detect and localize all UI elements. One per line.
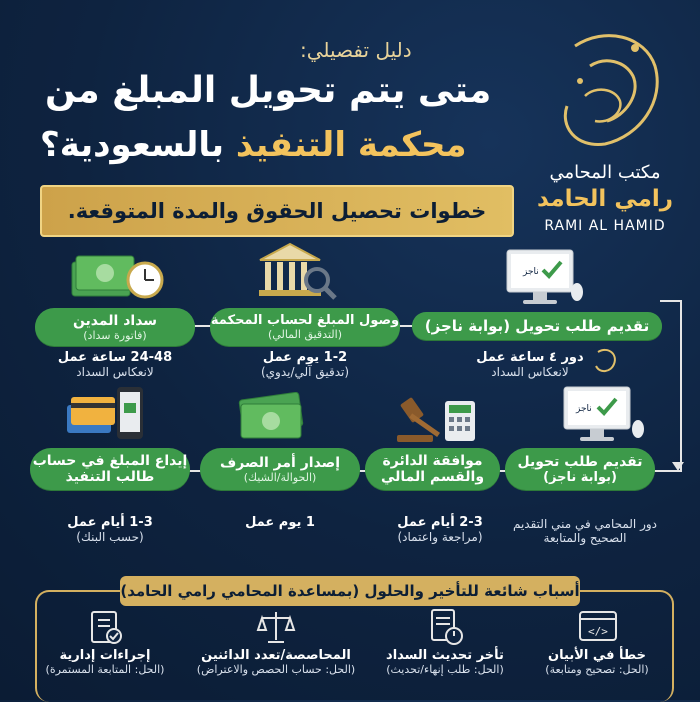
duration-text: 1 يوم عمل <box>245 515 315 530</box>
step-court-account <box>210 308 400 346</box>
step-note <box>505 517 665 545</box>
causes-title: أسباب شائعة للتأخير والحلول (بمساعدة المحامي رامي الحامد) <box>120 576 580 606</box>
step-approval <box>365 448 500 490</box>
cause-item <box>370 648 520 676</box>
step-subtitle: (فاتورة سداد) <box>83 328 147 342</box>
duration-text: 2-3 أيام عمل <box>397 515 483 530</box>
money-clock-icon <box>70 250 165 305</box>
duration-note: لانعكاس السداد <box>76 365 154 379</box>
step-duration <box>375 515 505 544</box>
money-icon <box>235 392 310 444</box>
cause-solution: (الحل: حساب الحصص والاعتراض) <box>196 663 356 676</box>
screen-label: ناجز <box>523 267 539 277</box>
step-duration <box>50 350 180 379</box>
cause-item <box>196 648 356 676</box>
gavel-calculator-icon <box>395 395 480 445</box>
computer-icon <box>505 248 585 306</box>
step-subtitle: (بوابة ناجز) <box>543 469 617 485</box>
step-title: إصدار أمر الصرف <box>219 454 341 471</box>
step-submit-transfer-2 <box>505 448 655 490</box>
title-line-2 <box>40 125 467 165</box>
step-title: تقديم طلب تحويل <box>517 453 643 470</box>
duration-text: دور ٤ ساعة عمل <box>476 350 584 365</box>
step-duration <box>240 350 370 379</box>
cause-item <box>30 648 180 676</box>
duration-note: لانعكاس السداد <box>491 365 569 379</box>
step-title: موافقة الدائرة والقسم المالي <box>380 453 485 485</box>
office-name: رامي الحامد <box>537 186 673 212</box>
screen-label: ناجز <box>576 404 592 414</box>
cause-solution: (الحل: طلب إنهاء/تحديث) <box>386 663 504 676</box>
office-name-english: RAMI AL HAMID <box>544 218 666 234</box>
cause-solution: (الحل: المتابعة المستمرة) <box>45 663 165 676</box>
document-clock-icon <box>428 608 464 646</box>
step-subtitle: (الحوالة/الشيك) <box>243 470 317 484</box>
duration-note: دور المحامي في مني التقديم الصحيح والمتابعة <box>512 517 658 545</box>
causes-box <box>35 590 674 702</box>
duration-note: (تدقيق آلي/يدوي) <box>260 365 350 379</box>
step-title: إيداع المبلغ في حساب طالب التنفيذ <box>32 453 188 485</box>
checklist-icon <box>88 608 124 646</box>
svg-text:</>: </> <box>588 625 608 638</box>
step-duration <box>215 515 345 530</box>
cards-phone-icon <box>65 385 150 445</box>
cause-heading: خطأ في الأبيان <box>548 648 646 663</box>
steps-banner: خطوات تحصيل الحقوق والمدة المتوقعة. <box>40 185 514 237</box>
office-label: مكتب المحامي <box>549 162 661 183</box>
duration-text: 24-48 ساعة عمل <box>57 350 173 365</box>
duration-note: (حسب البنك) <box>76 530 144 544</box>
cause-item <box>522 648 672 676</box>
step-subtitle: (التدقيق المالي) <box>268 328 342 341</box>
cause-solution: (الحل: تصحيح ومتابعة) <box>545 663 649 676</box>
cause-heading: المحاصصة/تعدد الدائنين <box>201 648 351 663</box>
scales-icon <box>256 608 296 646</box>
step-title: سداد المدين <box>72 312 158 329</box>
logo-icon <box>545 26 675 156</box>
step-title: وصول المبلغ لحساب المحكمة <box>210 313 400 328</box>
cause-heading: إجراءات إدارية <box>59 648 151 663</box>
duration-text: 1-2 يوم عمل <box>262 350 348 365</box>
step-duration <box>470 350 590 379</box>
bank-icon <box>255 240 340 305</box>
code-window-icon <box>578 610 618 644</box>
connector-top-stub <box>660 300 682 302</box>
duration-text: 1-3 أيام عمل <box>67 515 153 530</box>
mini-logo-icon <box>592 346 620 376</box>
step-deposit <box>30 448 190 490</box>
title-rest: بالسعودية؟ <box>40 125 236 165</box>
computer-icon <box>562 385 647 443</box>
subtitle: دليل تفصيلي: <box>300 38 412 62</box>
connector-vertical <box>680 300 682 470</box>
title-line-1: متى يتم تحويل المبلغ من <box>45 70 492 111</box>
cause-heading: تأخر تحديث السداد <box>386 648 504 663</box>
duration-note: (مراجعة واعتماد) <box>397 530 483 544</box>
step-title: تقديم طلب تحويل (بوابة ناجز) <box>424 317 650 335</box>
step-disbursement-order <box>200 448 360 490</box>
step-duration <box>45 515 175 544</box>
step-submit-transfer <box>412 312 662 340</box>
step-debtor-payment <box>35 308 195 346</box>
title-highlight: محكمة التنفيذ <box>235 125 467 165</box>
